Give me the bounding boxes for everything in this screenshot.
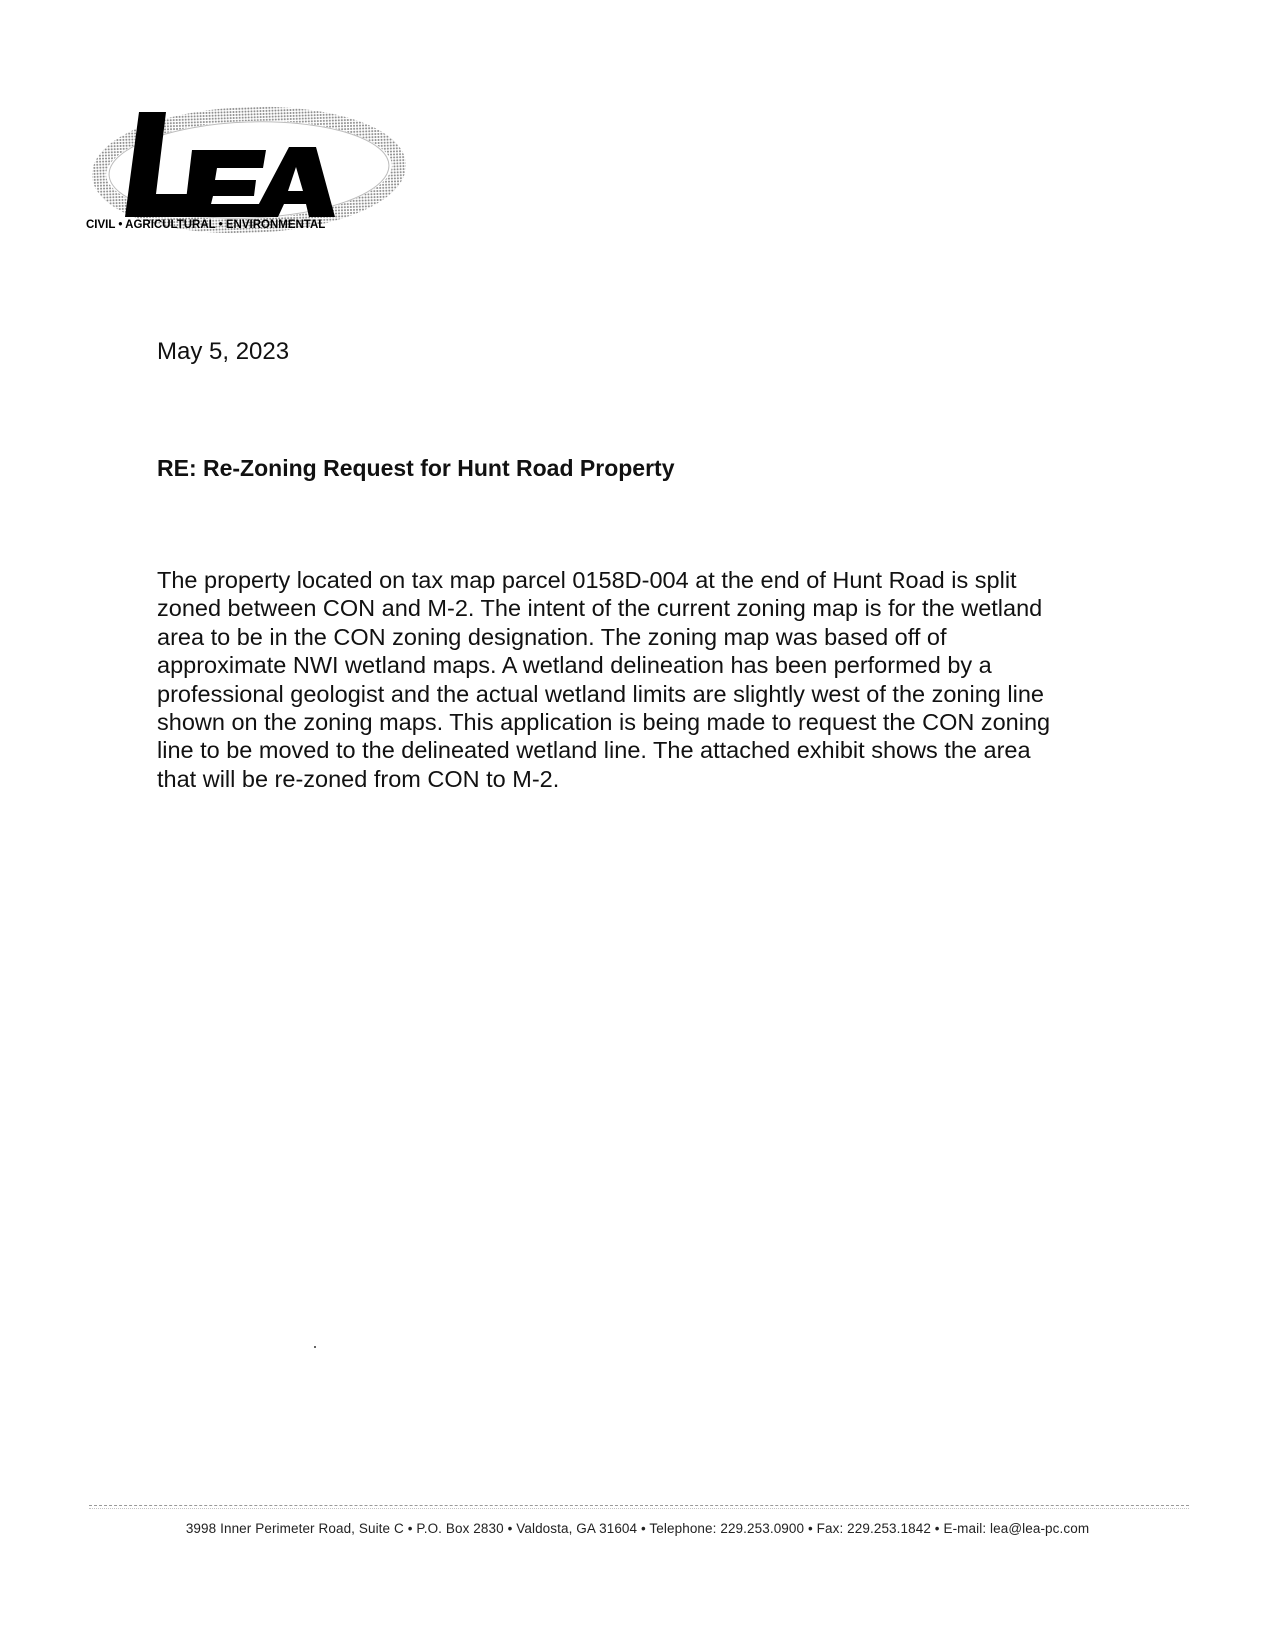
body-line: The property located on tax map parcel 0158D-004 at the end of Hunt Road is split — [157, 567, 1017, 593]
footer-divider-secondary — [89, 1508, 1189, 1509]
footer-divider — [89, 1505, 1189, 1506]
logo-tagline: CIVIL • AGRICULTURAL • ENVIRONMENTAL — [86, 219, 326, 231]
letter-body — [157, 566, 1117, 793]
body-line: approximate NWI wetland maps. A wetland delineation has been performed by a — [157, 652, 992, 679]
body-line: line to be moved to the delineated wetland line. The attached exhibit shows the area — [157, 737, 1031, 764]
footer-address: 3998 Inner Perimeter Road, Suite C • P.O. Box 2830 • Valdosta, GA 31604 • Telephone: 229.253.0900 • Fax: 229.253.1842 • E-mail: lea@lea-pc.com — [185, 1521, 1090, 1536]
body-line: shown on the zoning maps. This application is being made to request the CON zoning — [157, 709, 1051, 736]
company-logo — [84, 92, 414, 252]
body-line: area to be in the CON zoning designation. The zoning map was based off of — [157, 623, 947, 650]
body-line: professional geologist and the actual wetland limits are slightly west of the zoning line — [157, 680, 1044, 707]
body-line: that will be re-zoned from CON to M-2. — [157, 765, 560, 792]
lea-logo-graphic — [84, 92, 414, 252]
letter-subject: RE: Re-Zoning Request for Hunt Road Property — [157, 455, 675, 481]
letter-date: May 5, 2023 — [157, 338, 290, 365]
scan-speck — [314, 1346, 316, 1348]
body-line: zoned between CON and M-2. The intent of the current zoning map is for the wetland — [157, 595, 1043, 622]
